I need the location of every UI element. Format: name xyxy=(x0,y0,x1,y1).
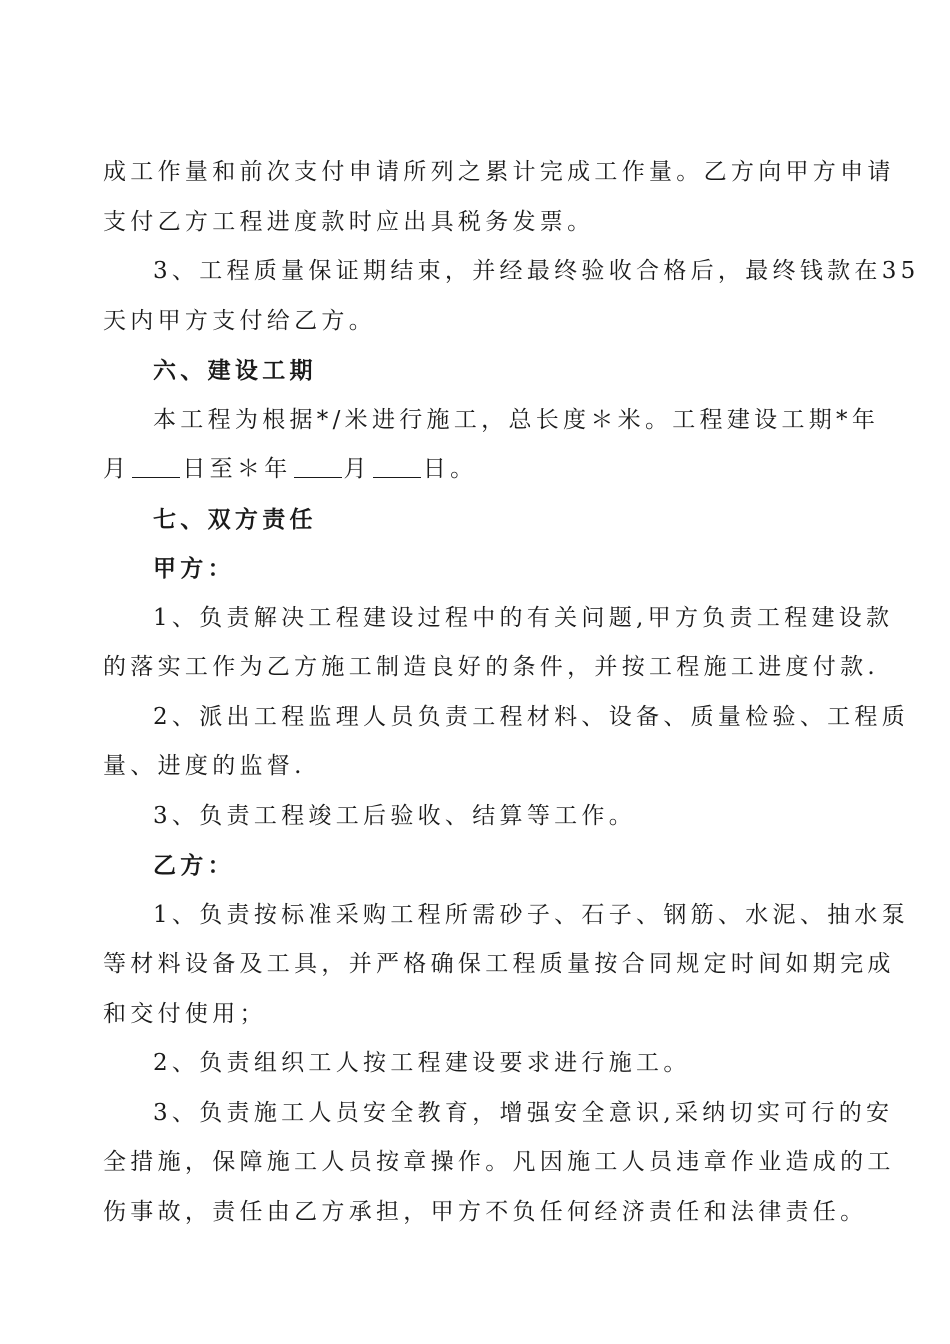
fill-blank-underline xyxy=(132,457,180,478)
document-body xyxy=(103,148,920,1237)
text-line: 成工作量和前次支付申请所列之累计完成工作量。乙方向甲方申请 xyxy=(103,159,895,185)
section-6-heading xyxy=(103,346,863,396)
text-fragment: 月 xyxy=(103,456,131,482)
text-line: 天内甲方支付给乙方。 xyxy=(103,307,376,334)
text-line-with-blanks xyxy=(103,445,863,495)
party-a-item-1 xyxy=(103,594,894,693)
fill-blank-underline xyxy=(294,457,342,478)
text-line: 2、派出工程监理人员负责工程材料、设备、质量检验、工程质 xyxy=(153,703,910,730)
text-line: 1、负责解决工程建设过程中的有关问题,甲方负责工程建设款 xyxy=(153,604,894,631)
text-line: 全措施，保障施工人员按章操作。凡因施工人员违章作业造成的工 xyxy=(103,1149,895,1175)
text-line: 3、工程质量保证期结束，并经最终验收合格后，最终钱款在35 xyxy=(153,258,920,284)
heading-text: 六、建设工期 xyxy=(153,357,317,384)
party-a-heading xyxy=(103,544,863,594)
section-7-heading xyxy=(103,495,863,545)
text-line: 1、负责按标准采购工程所需砂子、石子、钢筋、水泥、抽水泵 xyxy=(153,901,910,928)
section-6-body xyxy=(103,396,880,495)
party-a-item-2 xyxy=(103,693,910,792)
text-line: 2、负责组织工人按工程建设要求进行施工。 xyxy=(153,1050,691,1076)
text-line: 支付乙方工程进度款时应出具税务发票。 xyxy=(103,208,595,235)
text-line: 伤事故，责任由乙方承担，甲方不负任何经济责任和法律责任。 xyxy=(103,1198,868,1225)
party-a-item-3 xyxy=(103,792,863,842)
text-line: 本工程为根据*/米进行施工，总长度＊米。工程建设工期*年 xyxy=(153,406,880,433)
paragraph-payment-continued xyxy=(103,148,895,247)
text-line: 3、负责工程竣工后验收、结算等工作。 xyxy=(153,802,637,829)
text-line: 等材料设备及工具，并严格确保工程质量按合同规定时间如期完成 xyxy=(103,951,895,977)
heading-text: 七、双方责任 xyxy=(153,505,317,533)
text-line: 的落实工作为乙方施工制造良好的条件，并按工程施工进度付款. xyxy=(103,654,880,680)
text-line: 3、负责施工人员安全教育，增强安全意识,采纳切实可行的安 xyxy=(153,1099,894,1126)
text-line: 量、进度的监督. xyxy=(103,753,306,779)
paragraph-payment-item-3 xyxy=(103,247,920,346)
party-b-item-3 xyxy=(103,1089,895,1238)
text-line: 和交付使用； xyxy=(103,1000,267,1027)
party-b-item-2 xyxy=(103,1039,863,1089)
party-b-heading xyxy=(103,841,863,891)
text-fragment: 日。 xyxy=(422,456,478,482)
text-fragment: 日至＊年 xyxy=(182,456,292,482)
fill-blank-underline xyxy=(373,457,421,478)
heading-text: 甲方： xyxy=(153,555,235,582)
party-b-item-1 xyxy=(103,891,910,1040)
text-fragment: 月 xyxy=(343,456,371,482)
heading-text: 乙方： xyxy=(153,852,235,879)
